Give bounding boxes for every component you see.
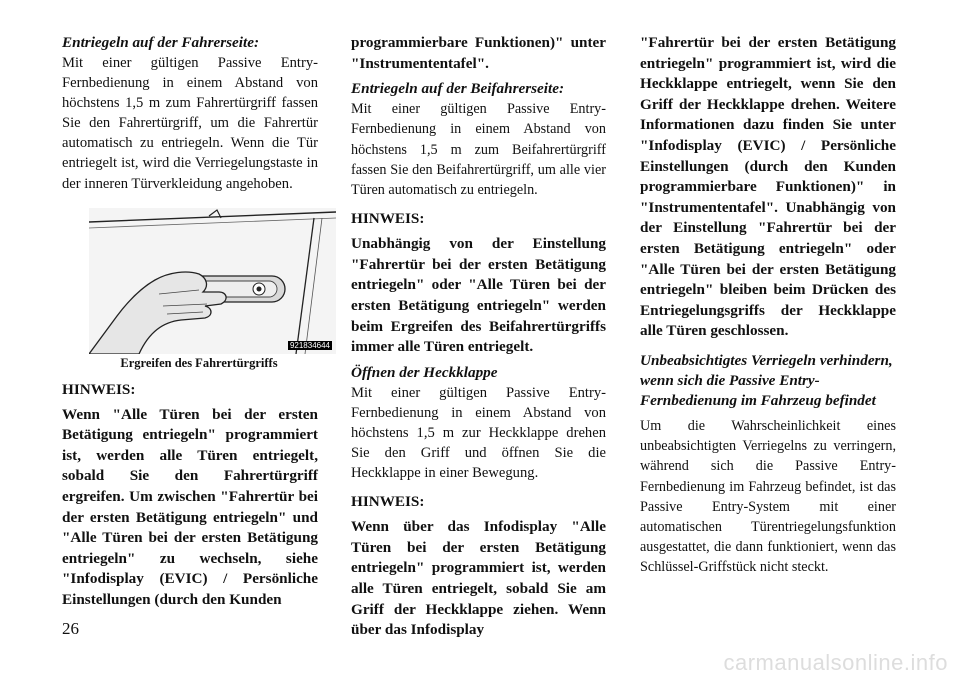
page-number: 26: [62, 619, 79, 638]
figure-door-handle: [89, 208, 336, 354]
figure-caption: Ergreifen des Fahrertürgriffs: [120, 355, 278, 370]
paragraph-prevent-lockout: Um die Wahrscheinlichkeit eines unbeabsichtigten Verriegelns zu verringern, während sich die Passive Entry-Fernbedienung im Fahrzeug befindet, ist das Passive Entry-System mit einer automatischen Türentriegelungsfunktion ausgestattet, die dann funktioniert, wenn das Schlüssel-Griffstück nicht steckt.: [640, 417, 896, 576]
watermark: carmanualsonline.info: [723, 650, 948, 675]
paragraph-liftgate: Mit einer gültigen Passive Entry-Fernbedienung in einem Abstand von höchstens 1,5 m zur Heckklappe drehen Sie den Griff und öffnen Sie die Heckklappe in einer Bewegung.: [351, 384, 606, 482]
continued-text: programmierbare Funktionen)" unter "Instrumententafel".: [351, 34, 606, 72]
section-heading-driver-unlock: Entriegeln auf der Fahrerseite:: [62, 34, 260, 51]
paragraph-driver-unlock: Mit einer gültigen Passive Entry-Fernbedienung in einem Abstand von höchstens 1,5 m zum Fahrertürgriff fassen Sie den Fahrertürgriff, um die Fahrertür automatisch zu entriegeln. Wenn die Tür entriegelt ist, wird die Verriegelungstaste in der inneren Türverkleidung angehoben.: [62, 55, 318, 192]
section-heading-passenger-unlock: Entriegeln auf der Beifahrerseite:: [351, 80, 565, 98]
note-text-all-doors: Wenn "Alle Türen bei der ersten Betätigung entriegeln" programmiert ist, werden alle Türen entriegelt, sobald Sie den Fahrertürgriff ergreifen. Um zwischen "Fahrertür bei der ersten Betätigung entriegeln" und "Alle Türen bei der ersten Betätigung entriegeln" zu wechseln, siehe "Infodisplay (EVIC) / Persönliche Einstellungen (durch den Kunden: [62, 405, 318, 608]
note-text-liftgate: Wenn über das Infodisplay "Alle Türen bei der ersten Betätigung entriegeln" programmiert ist, werden alle Türen entriegelt, sobald Sie am Griff der Heckklappe ziehen. Wenn über das Infodisplay: [351, 518, 606, 639]
column-right: [640, 33, 896, 578]
door-handle-illustration: [89, 208, 336, 354]
note-label: HINWEIS:: [351, 210, 425, 228]
figure-id: 921834644: [289, 340, 330, 350]
column-left: [62, 33, 330, 611]
column-middle: [351, 33, 606, 641]
paragraph-passenger-unlock: Mit einer gültigen Passive Entry-Fernbedienung in einem Abstand von höchstens 1,5 m zum Beifahrertürgriff fassen Sie den Beifahrertürgriff, um alle vier Türen automatisch zu entriegeln.: [351, 101, 606, 198]
section-heading-liftgate: Öffnen der Heckklappe: [351, 363, 498, 381]
continued-text: "Fahrertür bei der ersten Betätigung entriegeln" programmiert ist, wird die Heckklappe entriegelt, wenn Sie den Griff der Heckklappe drehen. Weitere Informationen dazu finden Sie unter "Infodisplay (EVIC) / Persönliche Einstellungen (durch den Kunden programmierbare Funktionen)" in "Instrumententafel". Unabhängig von der Einstellung "Fahrertür bei der ersten Betätigung entriegeln" oder "Alle Türen bei der ersten Betätigung entriegeln" bleiben beim Drücken des Entriegelungsgriffs der Heckklappe alle Türen geschlossen.: [640, 34, 896, 340]
section-heading-prevent-lockout: Unbeabsichtigtes Verriegeln verhindern, wenn sich die Passive Entry-Fernbedienung im Fahrzeug befindet: [640, 351, 893, 409]
note-label: HINWEIS:: [62, 380, 136, 398]
note-label: HINWEIS:: [351, 493, 425, 511]
note-text-passenger: Unabhängig von der Einstellung "Fahrertür bei der ersten Betätigung entriegeln" oder "Alle Türen bei der ersten Betätigung entriegeln" werden beim Ergreifen des Beifahrertürgriffs immer alle Türen entriegelt.: [351, 235, 606, 356]
